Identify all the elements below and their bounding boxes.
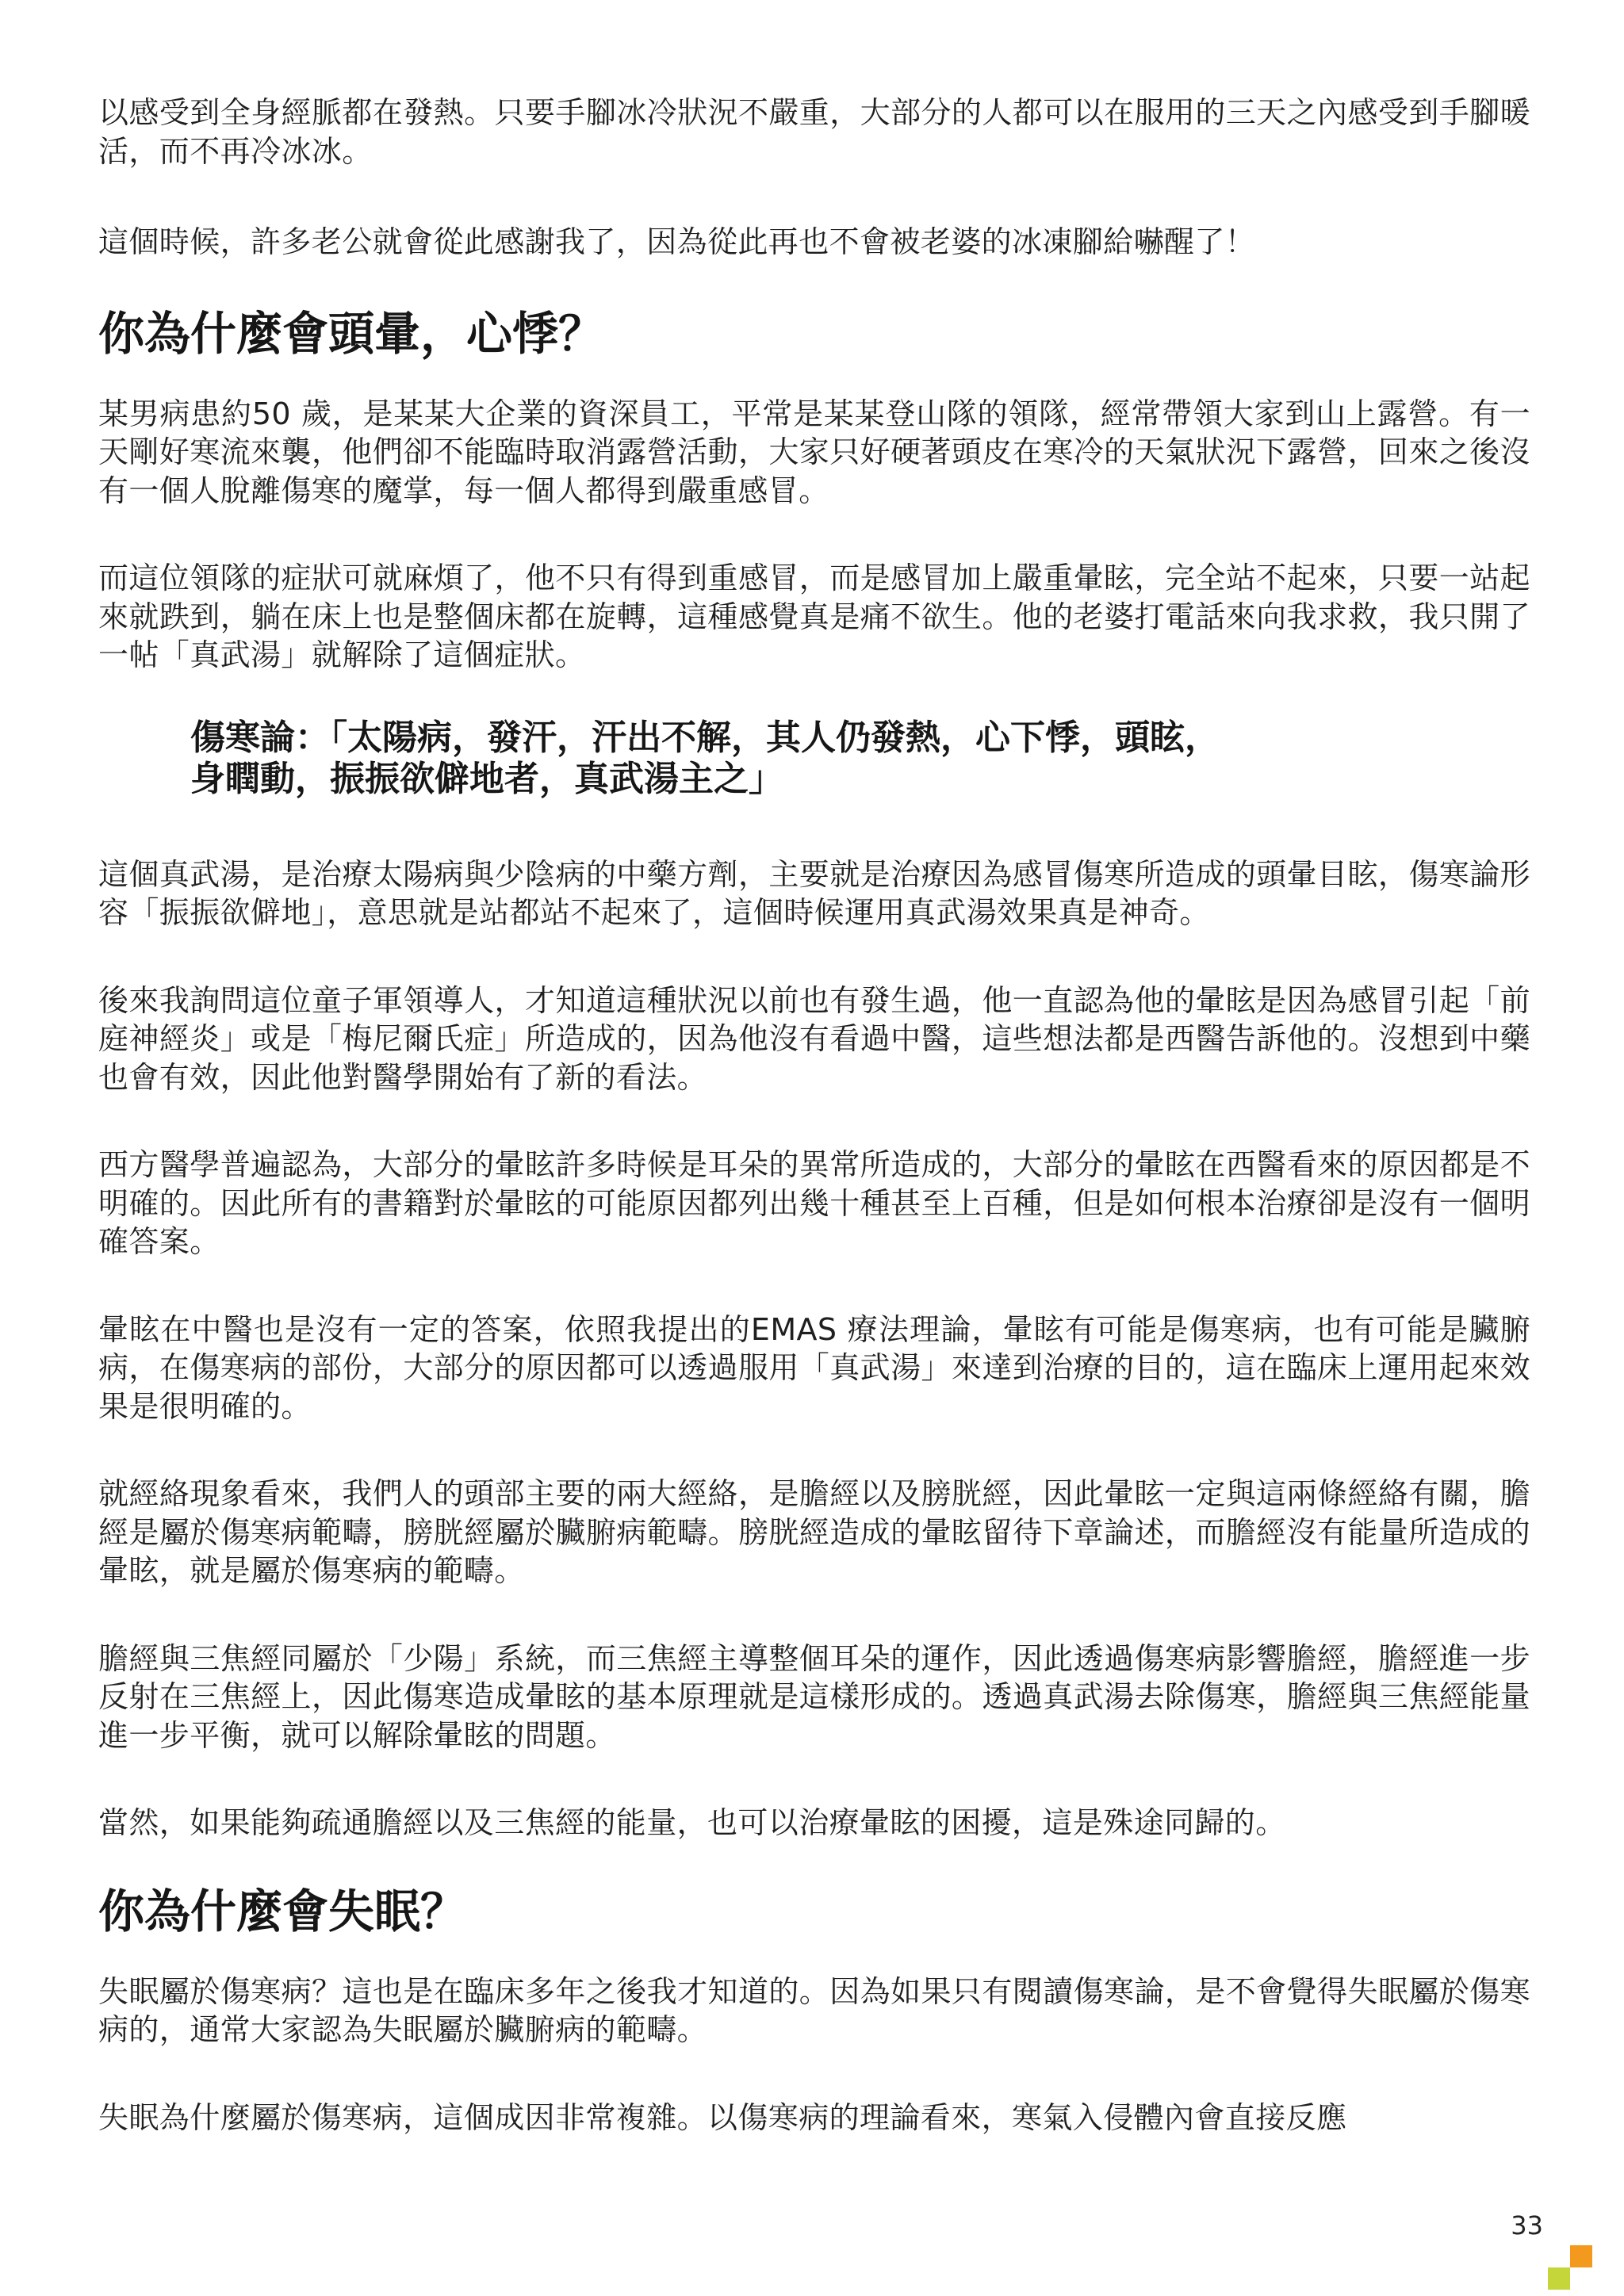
- paragraph: 以感受到全身經脈都在發熱。只要手腳冰冷狀況不嚴重，大部分的人都可以在服用的三天之內感受到手腳暖活，而不再冷冰冰。: [98, 95, 1530, 169]
- classical-quote: [190, 718, 1530, 800]
- paragraph: 某男病患約50 歲，是某某大企業的資深員工，平常是某某登山隊的領隊，經常帶領大家到山上露營。有一天剛好寒流來襲，他們卻不能臨時取消露營活動，大家只好硬著頭皮在寒冷的天氣狀況下露營，回來之後沒有一個人脫離傷寒的魔掌，每一個人都得到嚴重感冒。: [98, 396, 1530, 508]
- paragraph: 後來我詢問這位童子軍領導人，才知道這種狀況以前也有發生過，他一直認為他的暈眩是因為感冒引起「前庭神經炎」或是「梅尼爾氏症」所造成的，因為他沒有看過中醫，這些想法都是西醫告訴他的。沒想到中藥也會有效，因此他對醫學開始有了新的看法。: [98, 982, 1530, 1095]
- corner-accent-square: [1548, 2267, 1570, 2290]
- paragraph: 失眠屬於傷寒病？這也是在臨床多年之後我才知道的。因為如果只有閱讀傷寒論，是不會覺得失眠屬於傷寒病的，通常大家認為失眠屬於臟腑病的範疇。: [98, 1973, 1530, 2047]
- paragraph: 當然，如果能夠疏通膽經以及三焦經的能量，也可以治療暈眩的困擾，這是殊途同歸的。: [98, 1805, 1286, 1840]
- paragraph: 暈眩在中醫也是沒有一定的答案，依照我提出的EMAS 療法理論，暈眩有可能是傷寒病，也有可能是臟腑病，在傷寒病的部份，大部分的原因都可以透過服用「真武湯」來達到治療的目的，這在臨床上運用起來效果是很明確的。: [98, 1311, 1530, 1424]
- paragraph: 西方醫學普遍認為，大部分的暈眩許多時候是耳朵的異常所造成的，大部分的暈眩在西醫看來的原因都是不明確的。因此所有的書籍對於暈眩的可能原因都列出幾十種甚至上百種，但是如何根本治療卻是沒有一個明確答案。: [98, 1147, 1530, 1259]
- quote-line: 傷寒論：「太陽病，發汗，汗出不解，其人仍發熱，心下悸，頭眩，: [190, 717, 1220, 758]
- paragraph: 膽經與三焦經同屬於「少陽」系統，而三焦經主導整個耳朵的運作，因此透過傷寒病影響膽經，膽經進一步反射在三焦經上，因此傷寒造成暈眩的基本原理就是這樣形成的。透過真武湯去除傷寒，膽經與三焦經能量進一步平衡，就可以解除暈眩的問題。: [98, 1640, 1530, 1753]
- section-heading: 你為什麼會頭暈，心悸？: [98, 306, 605, 361]
- paragraph: 這個時候，許多老公就會從此感謝我了，因為從此再也不會被老婆的冰凍腳給嚇醒了！: [98, 224, 1256, 259]
- page-number: 33: [1511, 2210, 1543, 2241]
- section-heading: 你為什麼會失眠？: [98, 1884, 467, 1938]
- corner-accent-square: [1570, 2245, 1592, 2267]
- paragraph: 就經絡現象看來，我們人的頭部主要的兩大經絡，是膽經以及膀胱經，因此暈眩一定與這兩條經絡有關，膽經是屬於傷寒病範疇，膀胱經屬於臟腑病範疇。膀胱經造成的暈眩留待下章論述，而膽經沒有能量所造成的暈眩，就是屬於傷寒病的範疇。: [98, 1476, 1530, 1588]
- quote-line: 身瞤動，振振欲僻地者，真武湯主之」: [190, 758, 783, 799]
- paragraph: 失眠為什麼屬於傷寒病，這個成因非常複雜。以傷寒病的理論看來，寒氣入侵體內會直接反應: [98, 2099, 1347, 2135]
- paragraph: 而這位領隊的症狀可就麻煩了，他不只有得到重感冒，而是感冒加上嚴重暈眩，完全站不起來，只要一站起來就跌到，躺在床上也是整個床都在旋轉，這種感覺真是痛不欲生。他的老婆打電話來向我求救，我只開了一帖「真武湯」就解除了這個症狀。: [98, 561, 1530, 672]
- paragraph: 這個真武湯，是治療太陽病與少陰病的中藥方劑，主要就是治療因為感冒傷寒所造成的頭暈目眩，傷寒論形容「振振欲僻地」，意思就是站都站不起來了，這個時候運用真武湯效果真是神奇。: [98, 856, 1530, 930]
- page-content: [98, 94, 1530, 2186]
